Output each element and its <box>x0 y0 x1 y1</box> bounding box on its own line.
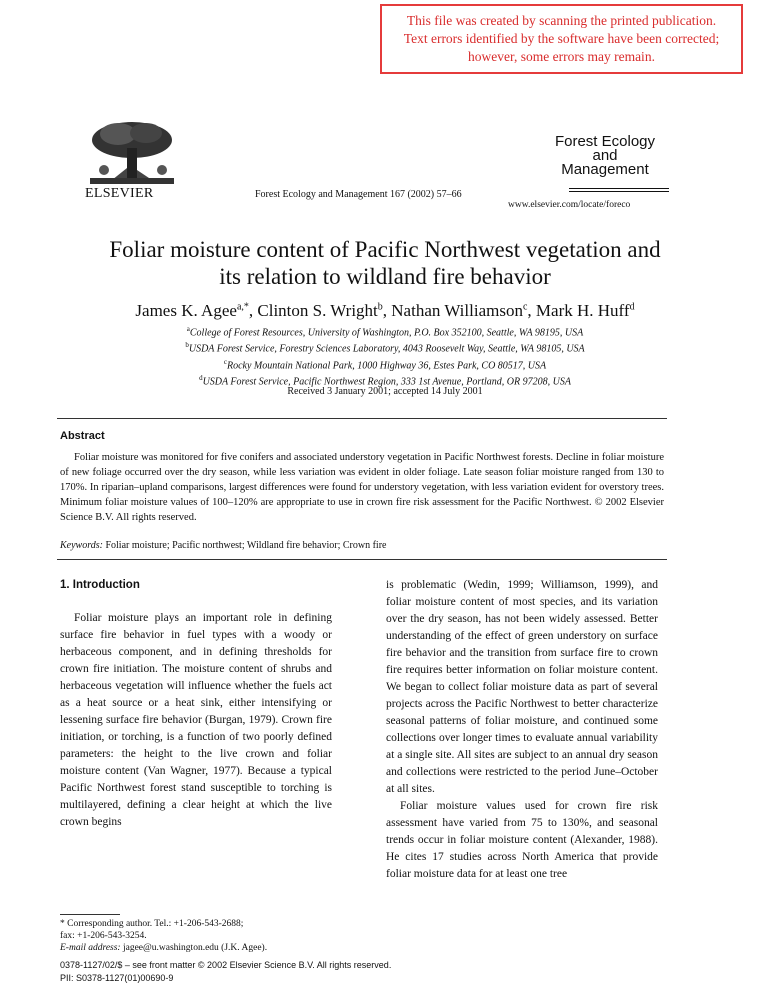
left-column <box>60 577 332 831</box>
journal-citation: Forest Ecology and Management 167 (2002) 57–66 <box>255 189 462 200</box>
footnote-rule <box>60 914 120 915</box>
author-name: Mark H. Huff <box>535 301 630 320</box>
author-affil-mark: d <box>629 301 635 313</box>
keywords <box>60 540 386 551</box>
journal-masthead <box>540 135 670 177</box>
affiliation: $^a$College of Forest Resources, University of Washington, P.O. Box 352100, Seattle, WA 98195, USA <box>186 325 584 339</box>
author-affil-mark: c <box>522 301 528 313</box>
body-paragraph: Foliar moisture plays an important role in defining surface fire behavior in fuel types with a woody or herbaceous component, and in defining thresholds for crown fire initiation. The moisture content of shrubs and herbaceous vegetation will influence whether the fuels act as a heat source or a heat sink, either intensifying or lessening surface fire behavior (Burgan, 1979). Crown fire initiation, or torching, is a function of two poorly defined parameters: the height to the live crown and foliar moisture content (Van Wagner, 1977). Because a typical Pacific Northwest forest stand susceptible to torching is multilayered, defining a clear height at which the live crown begins <box>60 612 332 828</box>
author-affil-mark: b <box>377 301 383 313</box>
publisher-name: ELSEVIER <box>85 186 154 201</box>
masthead-rule <box>569 188 669 189</box>
affiliation: $^d$USDA Forest Service, Pacific Northwest Region, 333 1st Avenue, Portland, OR 97208, USA <box>199 373 571 388</box>
right-column <box>386 577 658 883</box>
affiliation: $^b$USDA Forest Service, Forestry Sciences Laboratory, 4043 Roosevelt Way, Seattle, WA 98105, USA <box>185 341 585 355</box>
body-paragraph: is problematic (Wedin, 1999; Williamson, 1999), and foliar moisture content of most species, and its variation over the dry season, has not been widely assessed. Better understanding of the effect of green understory on surface fire behavior and the transition from surface fire to crown fire requires better information on foliar moisture content. We began to collect foliar moisture data as part of several projects across the Pacific Northwest to better characterize seasonal patterns of foliar moisture, and continued some collections over longer times to evaluate annual variability at a single site. All sites are subject to an annual dry season and collections were restricted to the period June–October at all sites. <box>386 579 658 795</box>
received-dates: Received 3 January 2001; accepted 14 July 2001 <box>287 386 483 397</box>
footnote-line: E-mail address: jagee@u.washington.edu (J.K. Agee). <box>60 943 268 953</box>
scan-notice-line: however, some errors may remain. <box>468 49 655 64</box>
journal-url[interactable]: www.elsevier.com/locate/foreco <box>508 200 631 210</box>
journal-name-line: Management <box>561 161 649 178</box>
title-line: its relation to wildland fire behavior <box>219 264 551 289</box>
title-line: Foliar moisture content of Pacific Northwest vegetation and <box>109 237 661 262</box>
footnote-line: fax: +1-206-543-3254. <box>60 931 147 941</box>
elsevier-tree-logo <box>82 118 182 188</box>
paper-title <box>60 236 710 290</box>
scan-notice <box>380 4 743 74</box>
footnote-line: * Corresponding author. Tel.: +1-206-543-2688; <box>60 919 244 929</box>
author-email[interactable]: jagee@u.washington.edu (J.K. Agee). <box>122 943 268 953</box>
affiliation: $^c$Rocky Mountain National Park, 1000 Highway 36, Estes Park, CO 80517, USA <box>223 357 547 371</box>
author-name: Nathan Williamson <box>391 301 523 320</box>
author-name: Clinton S. Wright <box>257 301 378 320</box>
divider <box>57 559 667 560</box>
divider <box>57 418 667 419</box>
scan-notice-line: Text errors identified by the software have been corrected; <box>403 31 720 46</box>
pii-line: PII: S0378-1127(01)00690-9 <box>60 973 174 983</box>
keywords-list: Foliar moisture; Pacific northwest; Wildland fire behavior; Crown fire <box>105 540 387 551</box>
abstract-heading: Abstract <box>60 430 105 442</box>
masthead-rule <box>569 191 669 192</box>
affiliation-list <box>60 323 710 388</box>
abstract-text: Foliar moisture was monitored for five conifers and associated understory vegetation in Pacific Northwest forests. Decline in foliar moisture of new foliage occurred over the dry season, while less variation was evident in older foliage. Late season foliar moisture ranged from 130 to 170%. In riparian–upland comparisons, largest differences were found for understory vegetation, with less variation evident for overstory trees. Minimum foliar moisture values of 100–120% are appropriate to use in crown fire risk assessment for the Pacific Northwest. © 2002 Elsevier Science B.V. All rights reserved. <box>60 452 664 523</box>
body-paragraph: Foliar moisture values used for crown fire risk assessment have varied from 75 to 130%, and seasonal trends occur in foliar moisture content (Alexander, 1988). He cites 17 studies across North America that provide foliar moisture data for at least one tree <box>386 800 658 880</box>
scan-notice-line: This file was created by scanning the printed publication. <box>406 13 717 28</box>
journal-name-line: and <box>592 147 618 164</box>
corresponding-author-footnote <box>60 918 340 954</box>
author-list: James K. Agee$^{a,*}$, Clinton S. Wright$^b$, Nathan Williamson$^c$, Mark H. Huff$^d$ <box>135 301 635 320</box>
author-name: James K. Agee <box>135 301 237 320</box>
section-heading: 1. Introduction <box>60 579 140 591</box>
issn-line: 0378-1127/02/$ – see front matter © 2002 Elsevier Science B.V. All rights reserved. <box>60 960 392 970</box>
author-affil-mark: a,* <box>236 301 249 313</box>
keywords-label: Keywords: <box>60 540 103 551</box>
journal-name-line: Forest Ecology <box>554 133 656 150</box>
